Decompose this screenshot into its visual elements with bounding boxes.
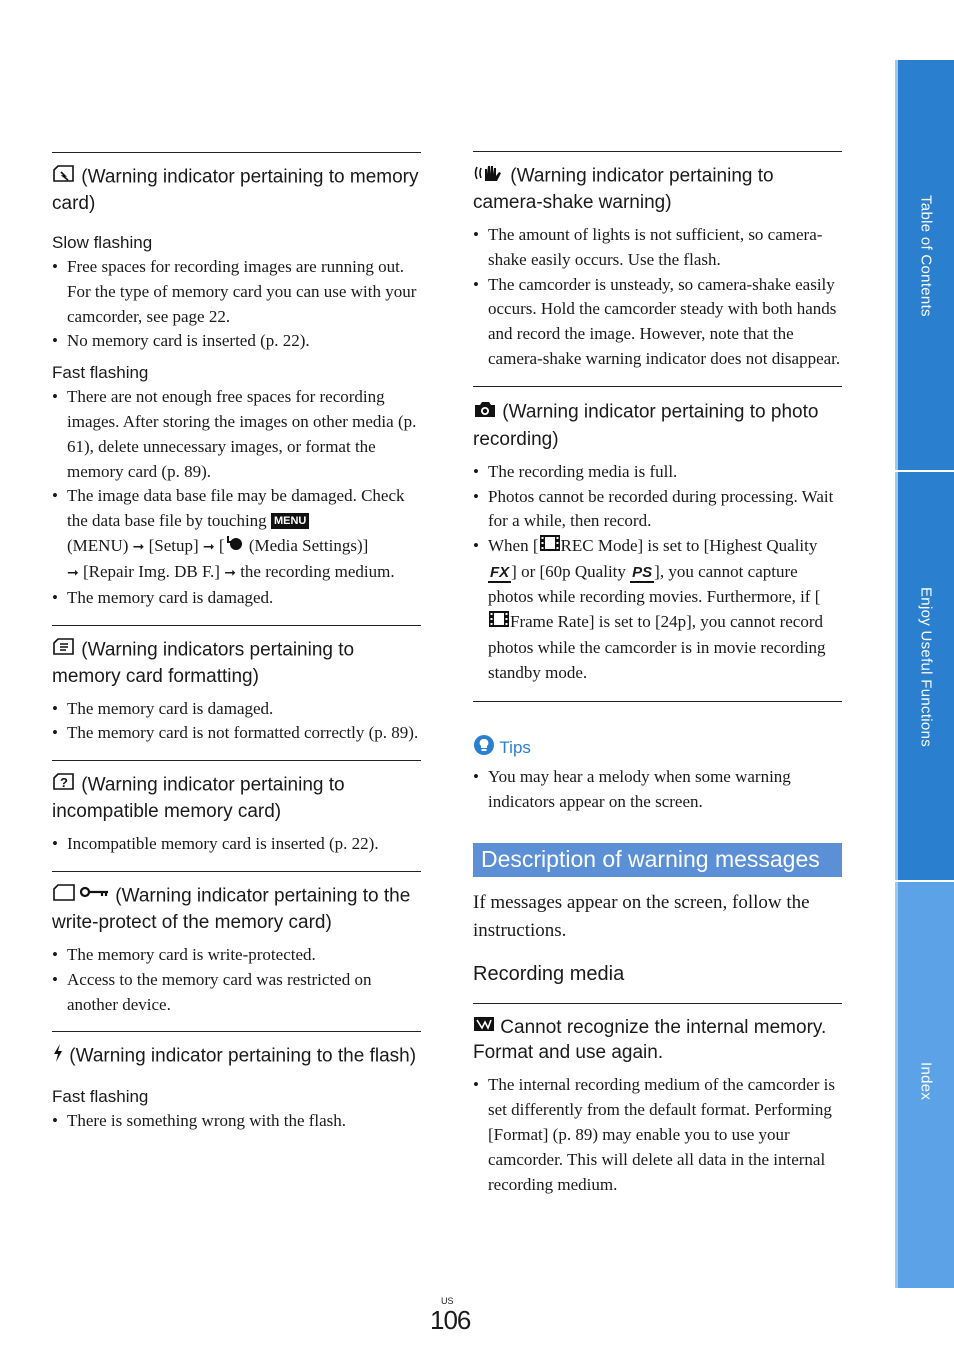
- banner-title: Description of warning messages: [481, 846, 820, 873]
- section-heading: (Warning indicator pertaining to the flash): [52, 1043, 421, 1070]
- internal-memory-warning-icon: [473, 1015, 495, 1040]
- page-number-value: 106: [430, 1305, 471, 1335]
- intro-text: If messages appear on the screen, follow the instructions.: [473, 891, 810, 941]
- lightbulb-icon: [473, 734, 495, 763]
- photo-warning-icon: [473, 398, 497, 427]
- internal-memory-list: [473, 1073, 842, 1197]
- section-write-protect: [52, 872, 421, 1017]
- list-item: • Photos cannot be recorded during processing. Wait for a while, then record.: [473, 485, 842, 535]
- list-item: • The internal recording medium of the camcorder is set differently from the default format. Performing [Format] (p. 89) may enable you to use your camcorder. This will delete all data in the internal recording medium.: [473, 1073, 842, 1197]
- slow-flashing-label: Slow flashing: [52, 233, 153, 252]
- slow-flashing-list: [52, 255, 421, 354]
- write-protect-list: [52, 943, 421, 1017]
- list-item: • The memory card is damaged.: [52, 586, 421, 611]
- media-settings-icon: [225, 534, 245, 560]
- camera-shake-hand-icon: [473, 163, 505, 190]
- list-item: • The recording media is full.: [473, 460, 842, 485]
- ps-quality-icon: PS: [632, 564, 653, 582]
- fast-flashing-label: Fast flashing: [52, 1087, 149, 1107]
- section-memory-card-formatting: [52, 626, 421, 747]
- fx-quality-icon: FX: [490, 564, 510, 582]
- section-heading: (Warning indicators pertaining to memory card formatting): [52, 637, 421, 689]
- section-heading: ? (Warning indicator pertaining to incompatible memory card): [52, 772, 421, 824]
- section-banner: [473, 843, 842, 877]
- list-item: • The memory card is damaged.: [52, 697, 421, 722]
- page-number: [430, 1296, 470, 1334]
- tab-table-of-contents-label: Table of Contents: [917, 195, 935, 317]
- section-heading: (Warning indicator pertaining to memory card): [52, 164, 421, 216]
- list-item: • There are not enough free spaces for recording images. After storing the images on other media (p. 61), delete unnecessary images, or format the memory card (p. 89).: [52, 385, 421, 484]
- movie-film-icon: [539, 534, 561, 560]
- arrow-right-icon: ➞: [132, 538, 145, 555]
- list-item-repair-db: • The image data base file may be damaged. Check the data base file by touching MENU (MENU) ➞ [Setup] ➞ [ (Media Settings)] ➞ [Repair Img. DB F.] ➞ the recording medium.: [52, 484, 421, 585]
- tab-index[interactable]: [895, 882, 954, 1288]
- arrow-right-icon: ➞: [202, 538, 215, 555]
- section-heading: (Warning indicator pertaining to camera-shake warning): [473, 163, 842, 215]
- section-camera-shake: [473, 152, 842, 372]
- list-item-rec-mode: • When [ REC Mode] is set to [Highest Quality FX ] or [60p Quality PS ], you cannot capture photos while recording movies. Furthermore, if [Frame Rate] is set to [24p], you cannot record photos while the camcorder is in movie recording standby mode.: [473, 534, 842, 685]
- fast-flashing-label: Fast flashing: [52, 363, 149, 383]
- tab-index-label: Index: [917, 1062, 935, 1101]
- list-item: • Incompatible memory card is inserted (p. 22).: [52, 832, 421, 857]
- incompatible-card-icon: [52, 772, 76, 799]
- tips-list: [473, 765, 842, 815]
- tips-heading: Tips: [473, 734, 842, 763]
- list-item: • The amount of lights is not sufficient, so camera-shake easily occurs. Use the flash.: [473, 223, 842, 273]
- photo-recording-list: [473, 460, 842, 686]
- incompatible-list: [52, 832, 421, 857]
- flash-warning-icon: [52, 1043, 64, 1070]
- section-memory-card: [52, 153, 421, 611]
- formatting-list: [52, 697, 421, 747]
- camera-shake-list: [473, 223, 842, 372]
- section-heading: Cannot recognize the internal memory. Format and use again.: [473, 1016, 827, 1064]
- list-item: • The memory card is write-protected.: [52, 943, 421, 968]
- tab-table-of-contents[interactable]: [895, 60, 954, 470]
- arrow-right-icon: ➞: [67, 564, 79, 581]
- card-lock-icon: [52, 883, 110, 910]
- section-flash: [52, 1032, 421, 1134]
- section-photo-recording: [473, 387, 842, 686]
- flash-list: [52, 1109, 421, 1134]
- list-item: • There is something wrong with the flash.: [52, 1109, 421, 1134]
- list-item: • The camcorder is unsteady, so camera-shake easily occurs. Hold the camcorder steady with both hands and record the image. However, note that the camera-shake warning indicator does not disappear.: [473, 273, 842, 372]
- tab-enjoy-useful-functions-label: Enjoy Useful Functions: [917, 587, 935, 748]
- tab-enjoy-useful-functions[interactable]: [895, 472, 954, 880]
- tips-section: [473, 702, 842, 815]
- left-column: [52, 152, 421, 1134]
- movie-film-icon: [488, 610, 510, 636]
- svg-text:?: ?: [60, 775, 68, 791]
- menu-button-icon: MENU: [271, 513, 309, 529]
- list-item: • The memory card is not formatted correctly (p. 89).: [52, 721, 421, 746]
- list-item: • Access to the memory card was restricted on another device.: [52, 968, 421, 1018]
- section-heading: (Warning indicator pertaining to the write-protect of the memory card): [52, 883, 421, 935]
- fast-flashing-list: [52, 385, 421, 610]
- recording-media-heading: Recording media: [473, 962, 625, 985]
- arrow-right-icon: ➞: [224, 564, 236, 581]
- region-code: US: [441, 1296, 454, 1306]
- memory-card-format-warning-icon: [52, 637, 76, 664]
- section-heading: (Warning indicator pertaining to photo recording): [473, 398, 842, 452]
- right-column: [473, 151, 842, 1197]
- section-internal-memory: [473, 1004, 842, 1197]
- list-item: • Free spaces for recording images are running out. For the type of memory card you can use with your camcorder, see page 22.: [52, 255, 421, 329]
- list-item: • No memory card is inserted (p. 22).: [52, 329, 421, 354]
- section-incompatible-card: [52, 761, 421, 857]
- list-item: • You may hear a melody when some warning indicators appear on the screen.: [473, 765, 842, 815]
- memory-card-warning-icon: [52, 164, 76, 191]
